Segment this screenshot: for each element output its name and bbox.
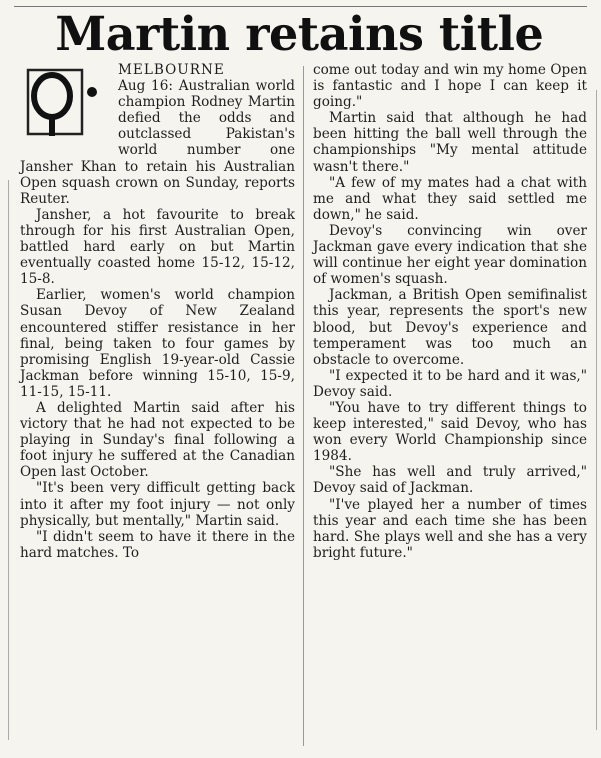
right-edge-rule (596, 90, 597, 730)
paragraph: Aug 16: Australian world champion Rodney Martin defied the odds and outclassed Pakistan's world number one Jansher Khan to retain his Australian Open squash crown on Sunday, reports Reuter. (20, 78, 295, 207)
column-right (313, 62, 587, 561)
paragraph: come out today and win my home Open is fantastic and I hope I can keep it going." (313, 62, 587, 111)
dateline: MELBOURNE (118, 62, 225, 78)
paragraph: Jansher, a hot favourite to break through for his first Australian Open, battled hard early on but Martin eventually coasted home 15-12, 15-12, 15-8. (20, 206, 295, 288)
paragraph: "It's been very difficult getting back into it after my foot injury — not only physically, but mentally," Martin said. (20, 480, 295, 529)
paragraph: "A few of my mates had a chat with me and what they said settled me down," he said. (313, 174, 587, 223)
paragraph: "I've played her a number of times this year and each time she has been hard. She plays well and she has a very bright future." (313, 496, 587, 561)
paragraph: Earlier, women's world champion Susan Devoy of New Zealand encountered stiffer resistance in her final, being taken to four games by promising English 19-year-old Cassie Jackman before winning 15-10, 15-9, 11-15, 15-11. (20, 287, 295, 400)
paragraph: "I didn't seem to have it there in the hard matches. To (20, 528, 295, 561)
paragraph: Devoy's convincing win over Jackman gave every indication that she will continue her eight year domination of women's squash. (313, 222, 587, 288)
paragraph: "I expected it to be hard and it was," Devoy said. (313, 367, 587, 400)
squash-racket-ball-icon (20, 64, 108, 144)
paragraph: Martin said that although he had been hitting the ball well through the championships "My mental attitude wasn't there." (313, 110, 587, 175)
column-divider (303, 66, 304, 746)
column-left (20, 62, 295, 561)
headline: Martin retains title (55, 7, 544, 62)
paragraph: Jackman, a British Open semifinalist this year, represents the sport's new blood, but Devoy's experience and temperament was too much an obstacle to overcome. (313, 287, 587, 368)
paragraph: "You have to try different things to keep interested," said Devoy, who has won every World Championship since 1984. (313, 399, 587, 465)
paragraph: "She has well and truly arrived," Devoy said of Jackman. (313, 464, 587, 497)
paragraph: A delighted Martin said after his victory that he had not expected to be playing in Sunday's final following a foot injury he suffered at the Canadian Open last October. (20, 399, 295, 481)
left-edge-rule (8, 180, 9, 740)
